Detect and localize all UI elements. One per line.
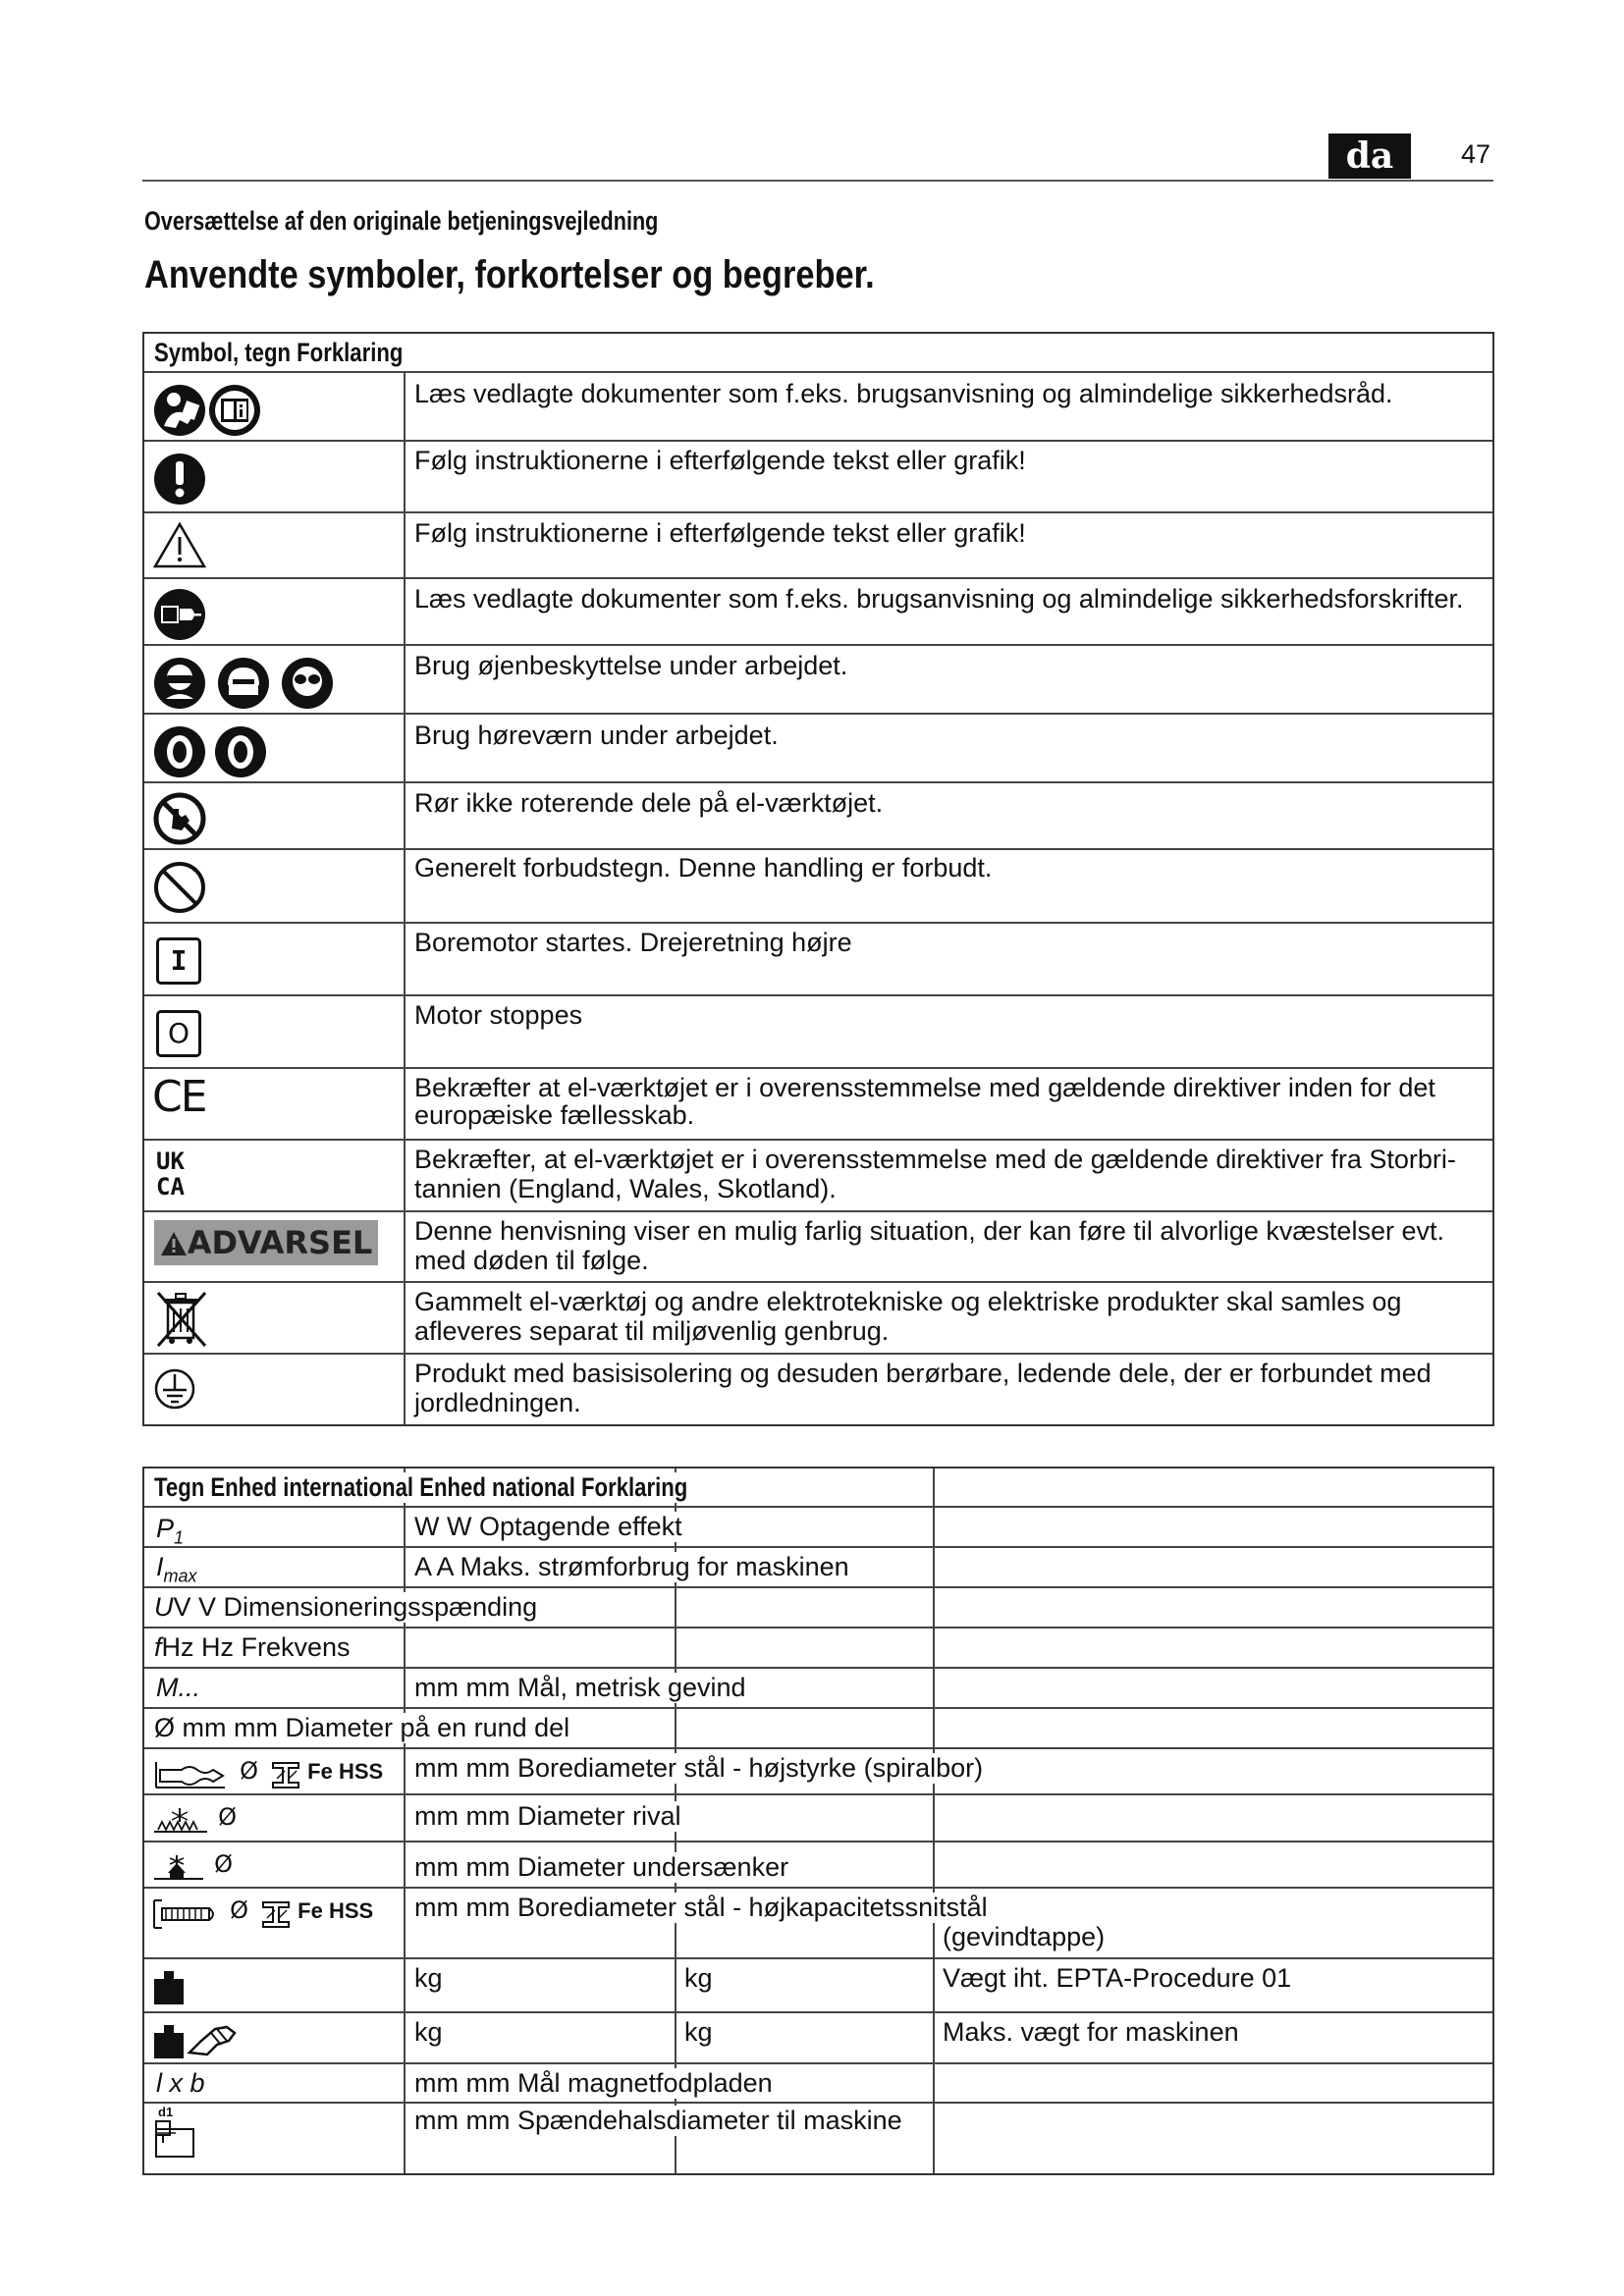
- table-row: [144, 579, 1492, 646]
- symbol-description: Bekræfter, at el-værktøjet er i overensstemmelse med de gældende direktiver fra Storbri-: [414, 1145, 1456, 1174]
- unit-description: mm mm Spændehalsdiameter til maskine: [414, 2106, 902, 2135]
- ukca-line-1: UK: [156, 1148, 185, 1175]
- units-header-text: Tegn Enhed international Enhed national Forklaring: [154, 1472, 688, 1502]
- symbol-description: Følg instruktionerne i efterfølgende tekst eller grafik!: [414, 446, 1026, 475]
- table-row: [144, 1889, 1492, 1959]
- table-row: [144, 1749, 1492, 1795]
- table-row: [144, 1709, 1492, 1749]
- unit-symbol: [152, 1757, 383, 1790]
- clamping-collar-icon: [154, 2119, 197, 2159]
- symbol-description: Denne henvisning viser en mulig farlig situation, der kan føre til alvorlige kvæstelser evt.: [414, 1216, 1444, 1246]
- table-row: [144, 924, 1492, 996]
- table-row: [144, 442, 1492, 513]
- steel-profile-icon: [269, 1759, 302, 1790]
- warning-triangle-icon: [160, 1231, 188, 1256]
- unit-symbol: M...: [156, 1673, 200, 1702]
- unit-description: mm mm Diameter rival: [414, 1801, 681, 1831]
- unit-symbol: $I_{max}$: [156, 1552, 197, 1586]
- symbol-description: Rør ikke roterende dele på el-værktøjet.: [414, 788, 884, 818]
- table-row: [144, 2013, 1492, 2064]
- symbol-description: Produkt med basisisolering og desuden berørbare, ledende dele, der er forbundet med: [414, 1359, 1432, 1388]
- symbol-description: Brug høreværn under arbejdet.: [414, 721, 779, 750]
- unit-description: mm mm Diameter på en rund del: [182, 1713, 570, 1742]
- table-row: [144, 1508, 1492, 1548]
- symbol-description: Følg instruktionerne i efterfølgende tekst eller grafik!: [414, 518, 1026, 548]
- unit-description-cont: (gevindtappe): [943, 1922, 1106, 1951]
- weight-icon: [152, 1969, 186, 2006]
- unit-symbol: [152, 1803, 237, 1836]
- unit-description: A A Maks. strømforbrug for maskinen: [414, 1552, 849, 1581]
- symbol-description: Generelt forbudstegn. Denne handling er forbudt.: [414, 853, 993, 882]
- unit-description: Hz Hz Frekvens: [161, 1632, 351, 1662]
- table-row: [144, 513, 1492, 579]
- eye-protection-icon: [152, 656, 339, 711]
- unit-explanation: Maks. vægt for maskinen: [943, 2017, 1239, 2047]
- unit-row-text: [154, 1592, 537, 1623]
- table-row: [144, 1283, 1492, 1355]
- unit-symbol: f: [154, 1632, 162, 1662]
- twist-drill-icon: [152, 1760, 229, 1789]
- symbols-header-text: Symbol, tegn Forklaring: [154, 338, 404, 367]
- advarsel-text: ADVARSEL: [187, 1224, 373, 1261]
- ce-mark-icon: CE: [152, 1072, 206, 1122]
- warning-triangle-icon: [152, 521, 207, 570]
- diameter-symbol: Ø: [240, 1757, 258, 1785]
- table-row: [144, 646, 1492, 715]
- unit-national: kg: [684, 1963, 713, 1993]
- unit-international: kg: [414, 2017, 443, 2047]
- no-touch-icon: [152, 791, 207, 846]
- table-row: [144, 1959, 1492, 2013]
- hearing-protection-icon: [152, 724, 275, 779]
- table-row: [144, 1548, 1492, 1588]
- document-subtitle: Oversættelse af den originale betjeningsvejledning: [144, 206, 659, 236]
- symbols-table: [142, 332, 1494, 1426]
- table-row: [144, 1355, 1492, 1424]
- switch-off-icon: O: [156, 1010, 201, 1057]
- unit-description: mm mm Diameter undersænker: [414, 1852, 789, 1882]
- page-title: Anvendte symboler, forkortelser og begreber.: [144, 253, 875, 296]
- diameter-symbol: Ø: [230, 1896, 248, 1924]
- header-rule: [142, 180, 1493, 182]
- diameter-symbol: Ø: [218, 1803, 237, 1831]
- symbol-description: Boremotor startes. Drejeretning højre: [414, 928, 852, 957]
- weee-bin-icon: [152, 1289, 211, 1350]
- unplug-icon: [152, 587, 207, 642]
- table-row: [144, 715, 1492, 783]
- symbol-description-cont: europæiske fællesskab.: [414, 1100, 695, 1130]
- unit-row-text: [154, 1713, 569, 1743]
- table-row: [144, 2104, 1492, 2177]
- unit-international: kg: [414, 1963, 443, 1993]
- symbol-description: Læs vedlagte dokumenter som f.eks. brugsanvisning og almindelige sikkerhedsforskrifter.: [414, 584, 1464, 614]
- symbol-description: Brug øjenbeskyttelse under arbejdet.: [414, 651, 848, 680]
- symbol-description: Gammelt el-værktøj og andre elektrotekniske og elektriske produkter skal samles og: [414, 1287, 1402, 1316]
- symbol-description: Bekræfter at el-værktøjet er i overensstemmelse med gældende direktiver inden for det: [414, 1073, 1435, 1102]
- unit-description: mm mm Mål, metrisk gevind: [414, 1673, 746, 1702]
- d1-label: d1: [158, 2105, 174, 2119]
- table-row: [144, 1588, 1492, 1629]
- table-row: [144, 373, 1492, 442]
- unit-row-text: [154, 1632, 351, 1663]
- unit-subscript: 1: [174, 1527, 185, 1548]
- unit-symbol: l x b: [156, 2068, 205, 2098]
- material-label: Fe HSS: [298, 1898, 374, 1923]
- table-row: [144, 850, 1492, 924]
- switch-on-icon: I: [156, 937, 201, 985]
- read-docs-icon: [152, 383, 280, 438]
- weight-machine-icon: [152, 2019, 241, 2060]
- symbol-description-cont: jordledningen.: [414, 1388, 581, 1417]
- unit-symbol: $P_1$: [156, 1514, 185, 1548]
- material-label: Fe HSS: [307, 1759, 384, 1784]
- symbol-description-cont: afleveres separat til miljøvenlig genbrug.: [414, 1316, 890, 1346]
- advarsel-label-icon: [154, 1220, 378, 1265]
- table-row: [144, 2064, 1492, 2104]
- unit-symbol: [152, 1850, 233, 1883]
- unit-subscript: max: [163, 1566, 197, 1586]
- unit-description: V V Dimensioneringsspænding: [173, 1592, 538, 1622]
- countersink-icon: [152, 1853, 205, 1883]
- unit-symbol: [152, 1896, 373, 1930]
- table-row: [144, 1795, 1492, 1842]
- table-row: [144, 1669, 1492, 1709]
- symbols-table-header: [144, 334, 1492, 373]
- prohibition-icon: [152, 860, 207, 915]
- language-badge: da: [1328, 133, 1411, 179]
- unit-symbol: [154, 2106, 197, 2163]
- reamer-icon: [152, 1806, 209, 1836]
- symbol-description-cont: med døden til følge.: [414, 1246, 649, 1275]
- steel-profile-icon: [259, 1898, 293, 1930]
- diameter-symbol: Ø: [214, 1850, 233, 1878]
- unit-explanation: Vægt iht. EPTA-Procedure 01: [943, 1963, 1292, 1993]
- symbol-description: Motor stoppes: [414, 1000, 583, 1030]
- unit-description: W W Optagende effekt: [414, 1512, 682, 1541]
- symbol-description: Læs vedlagte dokumenter som f.eks. brugsanvisning og almindelige sikkerhedsråd.: [414, 379, 1393, 408]
- symbol-description-cont: tannien (England, Wales, Skotland).: [414, 1174, 837, 1203]
- ukca-line-2: CA: [156, 1173, 185, 1201]
- units-table-header: [144, 1468, 1492, 1508]
- page-number: 47: [1461, 139, 1491, 169]
- unit-description: mm mm Borediameter stål - højstyrke (spiralbor): [414, 1753, 984, 1783]
- units-table: [142, 1467, 1494, 2175]
- ukca-mark-icon: [156, 1148, 195, 1200]
- unit-description: mm mm Borediameter stål - højkapacitetssnitstål: [414, 1893, 988, 1922]
- table-row: [144, 783, 1492, 850]
- table-row: [144, 1069, 1492, 1141]
- unit-symbol: U: [154, 1592, 174, 1622]
- unit-symbol: Ø: [154, 1713, 176, 1742]
- tap-icon: [152, 1898, 219, 1930]
- table-row: [144, 1212, 1492, 1283]
- table-row: [144, 996, 1492, 1069]
- protective-earth-icon: [152, 1366, 197, 1412]
- table-row: [144, 1141, 1492, 1212]
- unit-description: mm mm Mål magnetfodpladen: [414, 2068, 773, 2098]
- unit-national: kg: [684, 2017, 713, 2047]
- table-row: [144, 1629, 1492, 1669]
- table-row: [144, 1842, 1492, 1889]
- mandatory-exclamation-icon: [152, 452, 207, 507]
